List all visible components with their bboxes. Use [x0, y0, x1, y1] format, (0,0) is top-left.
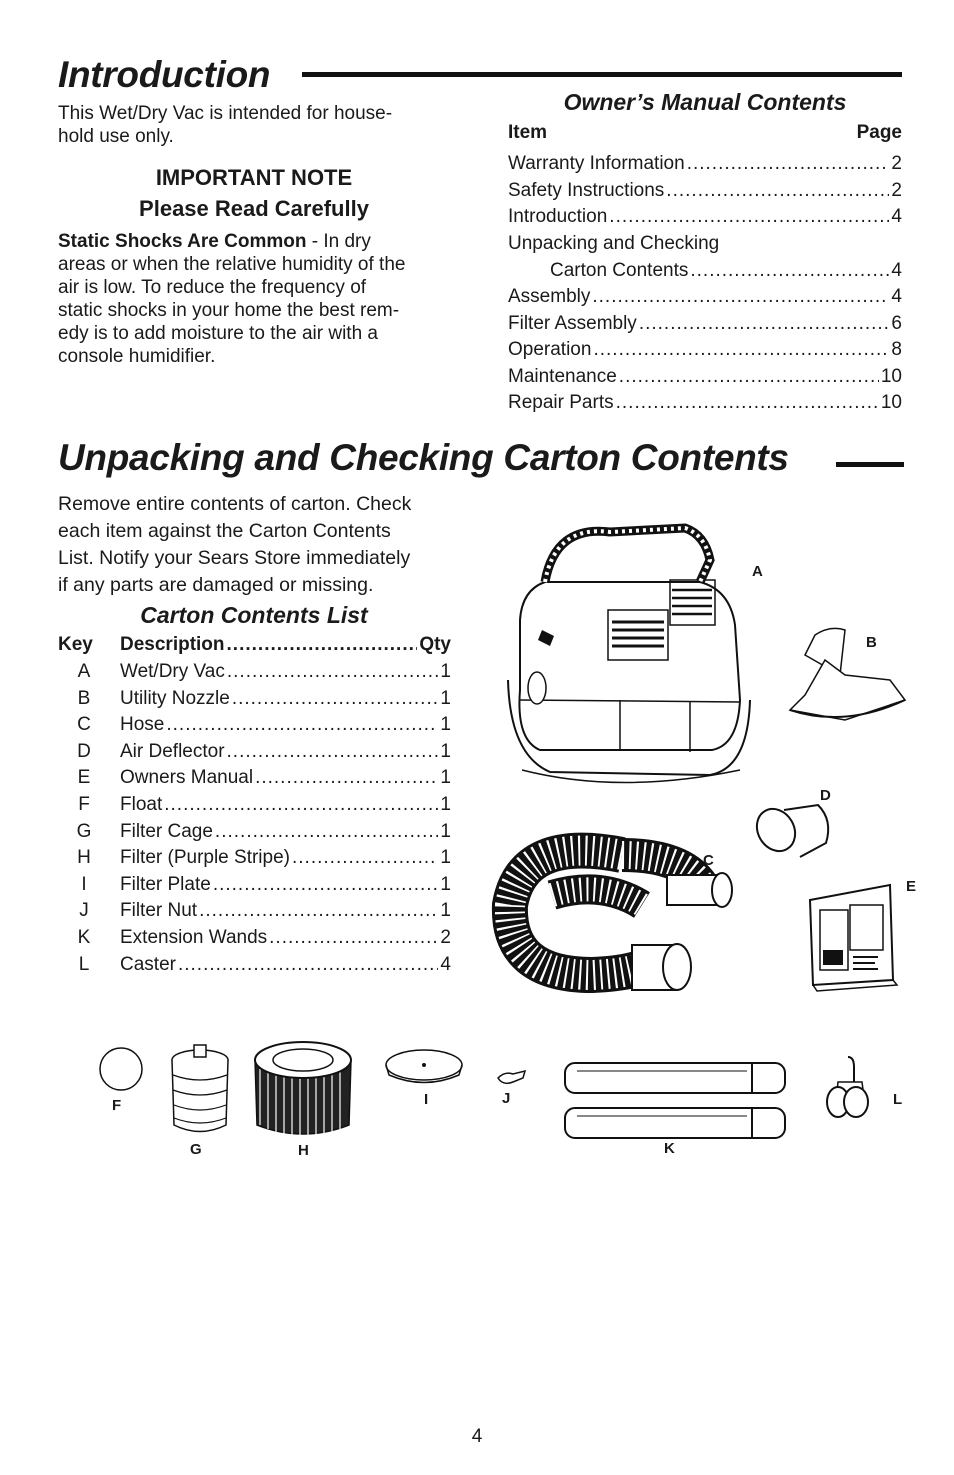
toc-label: Safety Instructions — [508, 180, 665, 201]
carton-item-key: E — [77, 767, 91, 788]
heading-rule — [302, 72, 902, 77]
intro-line: hold use only. — [58, 126, 174, 147]
toc-row[interactable] — [508, 286, 902, 308]
leader-dots — [690, 260, 889, 282]
unpacking-line: Remove entire contents of carton. Check — [58, 493, 412, 515]
carton-item-row[interactable] — [120, 661, 451, 683]
carton-list-heading: Carton Contents List — [140, 602, 368, 628]
figure-label-e: E — [906, 878, 917, 895]
note-line: static shocks in your home the best rem- — [58, 300, 400, 321]
toc-row[interactable] — [508, 313, 902, 335]
toc-page: 2 — [891, 153, 902, 174]
toc-page: 10 — [880, 392, 902, 413]
note-line: edy is to add moisture to the air with a — [58, 323, 378, 344]
filter-plate-illustration — [383, 1045, 465, 1090]
toc-row[interactable] — [508, 366, 902, 388]
unpacking-line: List. Notify your Sears Store immediately — [58, 547, 411, 569]
note-line: console humidifier. — [58, 346, 216, 367]
toc-page: 8 — [891, 339, 902, 360]
carton-item-row[interactable] — [120, 847, 451, 869]
toc-label: Carton Contents — [550, 260, 689, 281]
carton-item-description: Wet/Dry Vac — [120, 661, 225, 682]
leader-dots — [609, 206, 889, 228]
qty-header: Qty — [419, 634, 451, 655]
filter-cage-illustration — [168, 1040, 232, 1140]
note-line: - In dry — [306, 231, 371, 252]
figure-label-a: A — [752, 563, 763, 580]
toc-page: 6 — [891, 313, 902, 334]
item-header: Item — [508, 122, 548, 143]
unpacking-heading: Unpacking and Checking Carton Contents — [58, 437, 789, 478]
toc-page: 4 — [891, 260, 902, 281]
carton-item-description: Filter Nut — [120, 900, 198, 921]
carton-item-key: B — [77, 688, 91, 709]
toc-row[interactable] — [508, 153, 902, 175]
carton-item-key: C — [77, 714, 91, 735]
leader-dots — [639, 313, 890, 335]
leader-dots — [213, 874, 439, 896]
page-header: Page — [856, 122, 902, 143]
carton-item-key: D — [77, 741, 91, 762]
note-subtitle: Please Read Carefully — [139, 196, 369, 221]
leader-dots — [666, 180, 889, 202]
figure-label-j: J — [502, 1090, 511, 1107]
toc-page: 2 — [891, 180, 902, 201]
leader-dots — [227, 661, 439, 683]
note-line: areas or when the relative humidity of the — [58, 254, 406, 275]
description-header: Description — [120, 634, 225, 655]
unpacking-line: if any parts are damaged or missing. — [58, 574, 374, 596]
page-number: 4 — [471, 1426, 483, 1447]
carton-item-row[interactable] — [120, 927, 451, 949]
carton-item-description: Air Deflector — [120, 741, 225, 762]
carton-item-qty: 4 — [440, 954, 451, 975]
leader-dots — [164, 794, 438, 816]
toc-row[interactable] — [508, 180, 902, 202]
carton-header-row — [120, 634, 451, 656]
leader-dots — [166, 714, 438, 736]
leader-dots — [227, 634, 418, 656]
toc-label: Maintenance — [508, 366, 617, 387]
toc-row[interactable] — [508, 233, 902, 255]
unpacking-text — [58, 491, 458, 599]
key-header: Key — [58, 634, 93, 655]
carton-item-key: J — [79, 900, 89, 921]
leader-dots — [199, 900, 438, 922]
introduction-heading: Introduction — [58, 54, 271, 95]
toc-page: 4 — [891, 286, 902, 307]
carton-item-description: Float — [120, 794, 163, 815]
toc-row[interactable] — [508, 392, 902, 414]
carton-item-qty: 2 — [440, 927, 451, 948]
leader-dots — [232, 688, 439, 710]
float-illustration — [97, 1045, 145, 1093]
leader-dots — [215, 821, 439, 843]
carton-item-qty: 1 — [440, 714, 451, 735]
carton-item-row[interactable] — [120, 821, 451, 843]
figure-label-i: I — [424, 1091, 429, 1108]
toc-label: Operation — [508, 339, 592, 360]
leader-dots — [593, 339, 889, 361]
toc-page: 10 — [880, 366, 902, 387]
intro-line: This Wet/Dry Vac is intended for house- — [58, 103, 393, 124]
toc-row[interactable] — [508, 206, 902, 228]
heading-rule — [836, 462, 904, 467]
note-line: air is low. To reduce the frequency of — [58, 277, 367, 298]
filter-illustration — [250, 1035, 356, 1140]
toc-label: Repair Parts — [508, 392, 614, 413]
wet-dry-vac-illustration — [500, 520, 760, 800]
carton-item-description: Utility Nozzle — [120, 688, 230, 709]
toc-row[interactable] — [508, 339, 902, 361]
leader-dots — [592, 286, 889, 308]
carton-item-qty: 1 — [440, 821, 451, 842]
carton-item-qty: 1 — [440, 874, 451, 895]
leader-dots — [619, 366, 879, 388]
carton-item-description: Filter Plate — [120, 874, 211, 895]
toc-label: Introduction — [508, 206, 608, 227]
air-deflector-illustration — [748, 795, 838, 865]
carton-item-qty: 1 — [440, 661, 451, 682]
note-title: IMPORTANT NOTE — [155, 165, 353, 190]
figure-label-k: K — [664, 1140, 675, 1157]
carton-item-key: K — [77, 927, 91, 948]
leader-dots — [616, 392, 879, 414]
carton-item-row[interactable] — [120, 874, 451, 896]
leader-dots — [687, 153, 890, 175]
carton-item-row[interactable] — [120, 688, 451, 710]
unpacking-line: each item against the Carton Contents — [58, 520, 391, 542]
figure-label-f: F — [112, 1097, 122, 1114]
carton-item-row[interactable] — [120, 767, 451, 789]
carton-item-qty: 1 — [440, 794, 451, 815]
toc-label: Assembly — [508, 286, 591, 307]
caster-illustration — [818, 1052, 878, 1122]
carton-item-description: Owners Manual — [120, 767, 254, 788]
carton-item-description: Extension Wands — [120, 927, 268, 948]
figure-label-c: C — [703, 852, 714, 869]
carton-item-description: Filter Cage — [120, 821, 213, 842]
carton-item-description: Filter (Purple Stripe) — [120, 847, 290, 868]
figure-label-b: B — [866, 634, 877, 651]
figure-label-h: H — [298, 1142, 309, 1159]
carton-item-row[interactable] — [120, 954, 451, 976]
carton-item-key: A — [77, 661, 91, 682]
toc-label: Filter Assembly — [508, 313, 637, 334]
toc-row[interactable] — [550, 260, 902, 282]
toc-label: Unpacking and Checking — [508, 233, 720, 254]
toc-label: Warranty Information — [508, 153, 685, 174]
carton-item-description: Caster — [120, 954, 176, 975]
owners-manual-illustration — [805, 875, 900, 995]
carton-item-row[interactable] — [120, 714, 451, 736]
manual-contents-heading: Owner’s Manual Contents — [563, 89, 847, 115]
figure-label-l: L — [893, 1091, 903, 1108]
leader-dots — [292, 847, 438, 869]
carton-item-qty: 1 — [440, 741, 451, 762]
leader-dots — [269, 927, 438, 949]
toc-page: 4 — [891, 206, 902, 227]
carton-item-qty: 1 — [440, 688, 451, 709]
carton-item-row[interactable] — [120, 794, 451, 816]
leader-dots — [227, 741, 439, 763]
carton-item-row[interactable] — [120, 900, 451, 922]
leader-dots — [178, 954, 438, 976]
carton-item-key: F — [78, 794, 90, 815]
carton-item-description: Hose — [120, 714, 165, 735]
carton-item-qty: 1 — [440, 847, 451, 868]
carton-item-key: L — [78, 954, 90, 975]
carton-item-row[interactable] — [120, 741, 451, 763]
intro-text — [58, 102, 458, 148]
figure-label-d: D — [820, 787, 831, 804]
important-note — [58, 162, 450, 224]
leader-dots — [255, 767, 438, 789]
figure-label-g: G — [190, 1141, 202, 1158]
carton-item-key: G — [76, 821, 92, 842]
carton-item-qty: 1 — [440, 767, 451, 788]
carton-item-key: I — [81, 874, 87, 895]
extension-wands-illustration — [557, 1058, 797, 1143]
note-lead: Static Shocks Are Common — [58, 231, 307, 252]
filter-nut-illustration — [495, 1068, 529, 1090]
carton-item-key: H — [77, 847, 91, 868]
carton-item-qty: 1 — [440, 900, 451, 921]
utility-nozzle-illustration — [785, 620, 915, 730]
note-body — [58, 230, 458, 368]
